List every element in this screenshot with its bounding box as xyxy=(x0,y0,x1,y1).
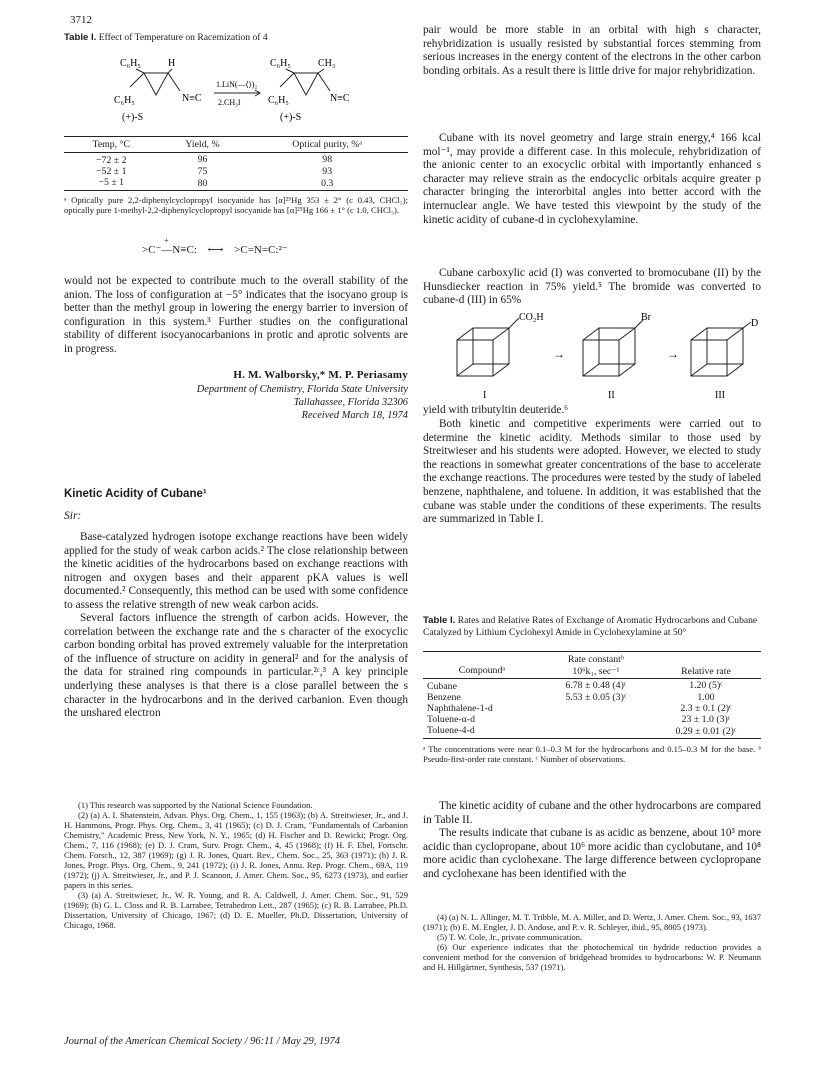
footnote-6: (6) Our experience indicates that the photochemical tin hydride reduction provides a convenient method for the conversion of bridgehead bromides to hydrocarbons: W. P. Neumann and H. Hillgärtner, Synthesis, 537 (1971). xyxy=(423,942,761,972)
cell-relative: 23 ± 1.0 (3)ᶜ xyxy=(681,714,731,725)
cell-relative: 1.00 xyxy=(697,692,715,703)
author-block xyxy=(64,369,408,422)
resonance-arrow: ⟷ xyxy=(207,244,224,256)
cell-compound: Benzene xyxy=(427,692,461,703)
footnote-5: (5) T. W. Cole, Jr., private communication. xyxy=(437,932,583,942)
reactant-sub2: H xyxy=(168,58,176,69)
right-paragraph-7: The results indicate that cubane is as acidic as benzene, about 10³ more acidic than cyclopropane, about 10⁶ more acidic than cyclobutane, and 10⁸ more acidic than cyclohexane. The large difference between cyclopropane and cyclohexane has been identified with the xyxy=(423,827,761,880)
footnote-3: (3) (a) A. Streitwieser, Jr., W. R. Young, and R. A. Caldwell, J. Amer. Chem. Soc., 91, 529 (1969); (b) G. L. Closs and R. B. Larrabee, Tetrahedron Lett., 287 (1965); (c) R. B. Larrabee, Ph.D. Dissertation, University of Chicago, 1967; (d) D. E. Mueller, Ph.D. Dissertation, University of Chicago, 1968. xyxy=(64,890,408,930)
reactant-group: N≡C xyxy=(182,93,202,104)
substituent-d: D xyxy=(751,318,759,329)
right-footnotes xyxy=(423,912,761,972)
cell-purity: 0.3 xyxy=(321,178,334,189)
table-row xyxy=(423,692,761,703)
table-caption-text: Effect of Temperature on Racemization of 4 xyxy=(98,32,268,43)
col-header-unit: 10⁶k₁, sec⁻¹ xyxy=(572,666,620,677)
substituent-br: Br xyxy=(641,312,651,323)
resonance-structures xyxy=(142,236,342,256)
cell-relative: 0.29 ± 0.01 (2)ᶜ xyxy=(675,726,737,737)
cell-yield: 96 xyxy=(197,154,208,165)
cell-temp: −52 ± 1 xyxy=(96,166,127,177)
col-header-compound: Compoundᵃ xyxy=(458,665,506,676)
cell-compound: Cubane xyxy=(427,681,457,692)
col-header-temp: Temp, °C xyxy=(92,139,131,150)
footnote-1: (1) This research was supported by the National Science Foundation. xyxy=(78,800,313,810)
cell-yield: 75 xyxy=(197,166,208,177)
reactant-config: (+)-S xyxy=(122,112,144,123)
authors: H. M. Walborsky,* M. P. Periasamy xyxy=(233,369,408,381)
table-caption-text: Rates and Relative Rates of Exchange of Aromatic Hydrocarbons and Cubane Catalyzed by Lithium Cyclohexyl Amide in Cyclohexylamine at 50° xyxy=(423,615,758,638)
cell-rate xyxy=(541,703,651,714)
right-paragraph-3: Cubane carboxylic acid (I) was converted to bromocubane (II) by the Hunsdiecker reaction in 75% yield.⁵ The bromide was converted to cubane-d (III) in 65% xyxy=(423,267,761,307)
arrow-1: → xyxy=(553,347,565,361)
col-header-rate-constant: Rate constantᵇ xyxy=(567,654,624,665)
cell-compound: Naphthalene-1-d xyxy=(427,703,493,714)
product-config: (+)-S xyxy=(280,112,302,123)
resonance-right: >C=N=C:²⁻ xyxy=(234,244,288,256)
article-title: Kinetic Acidity of Cubane¹ xyxy=(64,488,207,500)
table-label: Table I. xyxy=(423,615,456,626)
reagent-1: 1.LiN(—⟨⟩)₂ xyxy=(216,80,258,89)
table-row xyxy=(423,703,761,714)
product-sub2: CH₃ xyxy=(318,58,336,69)
product-sub3: C₆H₅ xyxy=(268,95,289,106)
resonance-charge: + xyxy=(164,236,169,245)
col-header-relative-rate: Relative rate xyxy=(681,666,731,677)
cell-rate: 6.78 ± 0.48 (4)ᶜ xyxy=(565,680,627,691)
table-row xyxy=(64,153,408,167)
product-sub1: C₆H₅ xyxy=(270,58,291,69)
cubane-scheme xyxy=(423,310,761,400)
left-footnotes xyxy=(64,800,408,930)
table-row xyxy=(64,177,408,191)
rates-table-caption xyxy=(423,615,761,638)
table-row xyxy=(64,166,408,177)
cell-rate xyxy=(541,714,651,725)
table-row xyxy=(423,679,761,693)
footnote-4: (4) (a) N. L. Allinger, M. T. Tribble, M. A. Miller, and D. Wertz, J. Amer. Chem. Soc., 93, 1637 (1971); (b) E. M. Engler, J. D. Andose, and P. v. R. Schleyer, ibid., 95, 8005 (1973). xyxy=(423,912,761,932)
cell-relative: 2.3 ± 0.1 (2)ᶜ xyxy=(680,703,732,714)
reagent-2: 2.CH₃I xyxy=(218,98,241,107)
table-1-caption xyxy=(64,32,408,44)
received-date: Received March 18, 1974 xyxy=(301,410,408,421)
cell-relative: 1.20 (5)ᶜ xyxy=(689,680,723,691)
left-paragraph-1: Base-catalyzed hydrogen isotope exchange reactions have been widely applied for the study of weak carbon acids.² The close relationship between the kinetic acidities of the hydrocarbons based on exchange reactions with nitrogen and oxygen bases and their apparent pKA values is well documented.² Consequently, this method can be used with some confidence to assess the relative strength of new weak carbon acids. xyxy=(64,531,408,611)
label-compound-I: I xyxy=(483,390,487,400)
label-compound-II: II xyxy=(608,390,615,400)
salutation: Sir: xyxy=(64,510,82,522)
page-number: 3712 xyxy=(70,14,92,26)
footnote-2: (2) (a) A. I. Shatenstein, Advan. Phys. Org. Chem., 1, 155 (1963); (b) A. Streitwieser, Jr., and J. H. Hammons, Progr. Phys. Org. Chem., 3, 41 (1965); (c) D. J. Cram, "Fundamentals of Carbanion Chemistry," Academic Press, New York, N. Y., 1965; (d) H. Fischer and D. Rewicki; Progr. Org. Chem., 7, 116 (1968); (e) D. J. Cram, Surv. Progr. Chem., 4, 45 (1968); (f) H. F. Ebel, Fortschr. Chem. Forsch., 12, 387 (1969); (g) J. R. Jones, Quart. Rev., Chem. Soc., 25, 363 (1971); (h) J. R. Jones, Progr. Phys. Org. Chem., 9, 241 (1972); (i) J. R. Jones, Annu. Rep. Progr. Chem., 69A, 119 (1972); (j) A. Streitwieser, Jr., and P. J. Scannon, J. Amer. Chem. Soc., 95, 6273 (1973), and earlier papers in this series. xyxy=(64,810,408,890)
affiliation-line-2: Tallahassee, Florida 32306 xyxy=(293,397,408,408)
cell-rate: 5.53 ± 0.05 (3)ᶜ xyxy=(565,692,627,703)
cell-compound: Toluene-4-d xyxy=(427,725,475,736)
cell-temp: −5 ± 1 xyxy=(98,177,125,188)
right-text-1: pair would be more stable in an orbital with high s character, rehybridization is usually resisted by substantial forces stemming from serious increases in the energy content of the electrons in the other carbon bonding orbitals. As a result there is little drive for major rehybridization. xyxy=(423,24,761,77)
journal-footer: Journal of the American Chemical Society / 96:11 / May 29, 1974 xyxy=(64,1036,341,1047)
arrow-2: → xyxy=(667,347,679,361)
reactant-sub3: C₆H₅ xyxy=(114,95,135,106)
product-group: N≡C xyxy=(330,93,350,104)
cell-compound: Toluene-α-d xyxy=(427,714,475,725)
table-label: Table I. xyxy=(64,32,97,43)
cell-purity: 98 xyxy=(322,154,333,165)
reactant-sub1: C₆H₅ xyxy=(120,58,141,69)
racemization-scheme xyxy=(64,45,408,127)
temperature-table xyxy=(64,136,408,215)
left-text-continued: would not be expected to contribute much to the overall stability of the anion. The loss of configuration at −5° indicates that the isocyano group is better than the methyl group in lowering the energy barrier to inversion of configuration in this system.³ Further studies on the configurational stability of different isocyanocarbanions in protic and aprotic solvents are in progress. xyxy=(64,275,408,355)
affiliation-line-1: Department of Chemistry, Florida State University xyxy=(196,384,408,395)
right-paragraph-6: The kinetic acidity of cubane and the other hydrocarbons are compared in Table II. xyxy=(423,800,761,826)
cell-temp: −72 ± 2 xyxy=(96,155,127,166)
resonance-left: >C⁻—N≡C: xyxy=(142,244,197,256)
right-paragraph-4: yield with tributyltin deuteride.⁶ xyxy=(423,404,569,416)
table-row xyxy=(423,714,761,725)
left-paragraph-2: Several factors influence the strength of carbon acids. However, the correlation between the exchange rate and the s character of the exocyclic carbon bonding orbital has proved extremely valuable for the interpretation of the influence of structure on acidity in general² and for the analysis of the data for strained ring compounds in particular.²ᶜ,³ A key principle underlying these analyses is that there is a close parallel between the s character in the hydrocarbons and in the derived carbanion. Even though the unshared electron xyxy=(64,612,408,720)
cell-purity: 93 xyxy=(322,166,333,177)
rates-table xyxy=(423,651,761,764)
col-header-optical-purity: Optical purity, %ᵃ xyxy=(292,139,363,150)
rates-table-footnote: ᵃ The concentrations were near 0.1–0.3 M for the hydrocarbons and 0.15–0.3 M for the base. ᵇ Pseudo-first-order rate constant. ᶜ Number of observations. xyxy=(423,744,761,765)
table-row xyxy=(423,725,761,739)
cell-rate xyxy=(541,725,651,739)
col-header-yield: Yield, % xyxy=(185,139,220,150)
cell-yield: 80 xyxy=(197,178,208,189)
substituent-co2h: CO₂H xyxy=(519,312,544,323)
table-footnote: ᵃ Optically pure 2,2-diphenylcyclopropyl isocyanide has [α]²⁵Hg 353 ± 2° (c 0.43, CHCl₃); optically pure 1-methyl-2,2-diphenylcyclopropyl isocyanide has [α]²⁵Hg 166 ± 1° (c 1.0, CHCl₃). xyxy=(64,195,408,216)
label-compound-III: III xyxy=(715,390,725,400)
right-paragraph-2: Cubane with its novel geometry and large strain energy,⁴ 166 kcal mol⁻¹, may provide a different case. In this molecule, rehybridization of the anionic center to an exocyclic orbital with importantly enhanced s character may relieve strain as the endocyclic orbitals acquire greater p character bringing the interorbital angles into better accord with the internuclear angle. We have tested this viewpoint by the study of the kinetic acidity of cubane-d in cyclohexylamine. xyxy=(423,132,761,226)
right-paragraph-5: Both kinetic and competitive experiments were carried out to determine the kinetic acidity. Methods similar to those used by Streitwieser and his students were adopted. However, we elected to study the reactions in somewhat greater concentrations of the base to accelerate the exchange reactions. The procedures were tested by the study of labeled benzene, naphthalene, and toluene. In addition, it was established that the cubane was stable under the conditions of these experiments. The results are summarized in Table I. xyxy=(423,418,761,526)
